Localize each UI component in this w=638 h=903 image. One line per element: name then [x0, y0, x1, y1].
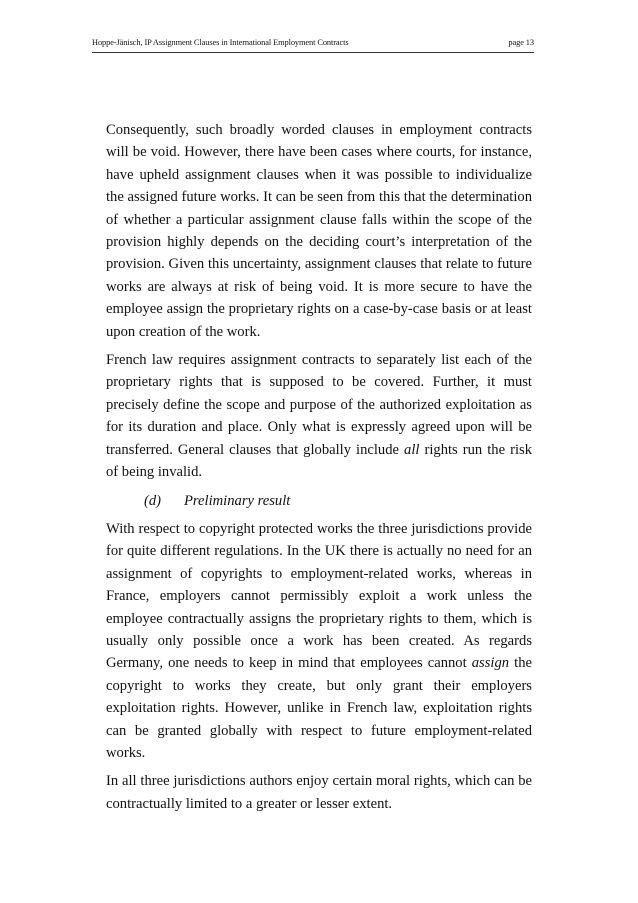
section-title: Preliminary result: [184, 492, 291, 509]
section-heading: [106, 490, 532, 512]
document-body: [106, 119, 532, 821]
paragraph-copyright-text-1: With respect to copyright protected works the three jurisdictions provide for quite different regulations. In the UK there is actually no need for an assignment of copyrights to employment-related works, whereas in France, employers cannot permissibly exploit a work unless the employee contractually assigns the proprietary rights to them, which is usually only possible once a work has been created. As regards Germany, one needs to keep in mind that employees cannot: [106, 520, 532, 672]
paragraph-consequently: Consequently, such broadly worded clauses in employment contracts will be void. However, there have been cases where courts, for instance, have upheld assignment clauses when it was possible to individualize the assigned future works. It can be seen from this that the determination of whether a particular assignment clause falls within the scope of the provision highly depends on the deciding court’s interpretation of the provision. Given this uncertainty, assignment clauses that relate to future works are always at risk of being void. It is more secure to have the employee assign the proprietary rights on a case-by-case basis or at least upon creation of the work.: [106, 122, 532, 340]
paragraph-french-law-text-2: rights run the risk of being invalid.: [106, 441, 532, 481]
paragraph-french-law: [106, 349, 532, 483]
paragraph-copyright-jurisdictions: [106, 518, 532, 764]
header-title: Hoppe-Jänisch, IP Assignment Clauses in International Employment Contracts: [92, 38, 349, 47]
emphasis-assign: assign: [471, 655, 510, 672]
section-number: (d): [144, 492, 162, 509]
running-header: [92, 36, 534, 53]
emphasis-all: all: [404, 441, 420, 458]
paragraph-french-law-text-1: French law requires assignment contracts to separately list each of the proprietary rights that is supposed to be covered. Further, it must precisely define the scope and purpose of the authorized exploitation as for its duration and place. Only what is expressly agreed upon will be transferred. General clauses that globally include: [106, 352, 532, 458]
page-number: page 13: [508, 38, 534, 47]
paragraph-moral-rights: In all three jurisdictions authors enjoy certain moral rights, which can be contractually limited to a greater or lesser extent.: [106, 773, 532, 812]
paragraph-copyright-text-2: the copyright to works they create, but only grant their employers exploitation rights. However, unlike in French law, exploitation rights can be granted globally with respect to future employment-related works.: [106, 655, 532, 761]
